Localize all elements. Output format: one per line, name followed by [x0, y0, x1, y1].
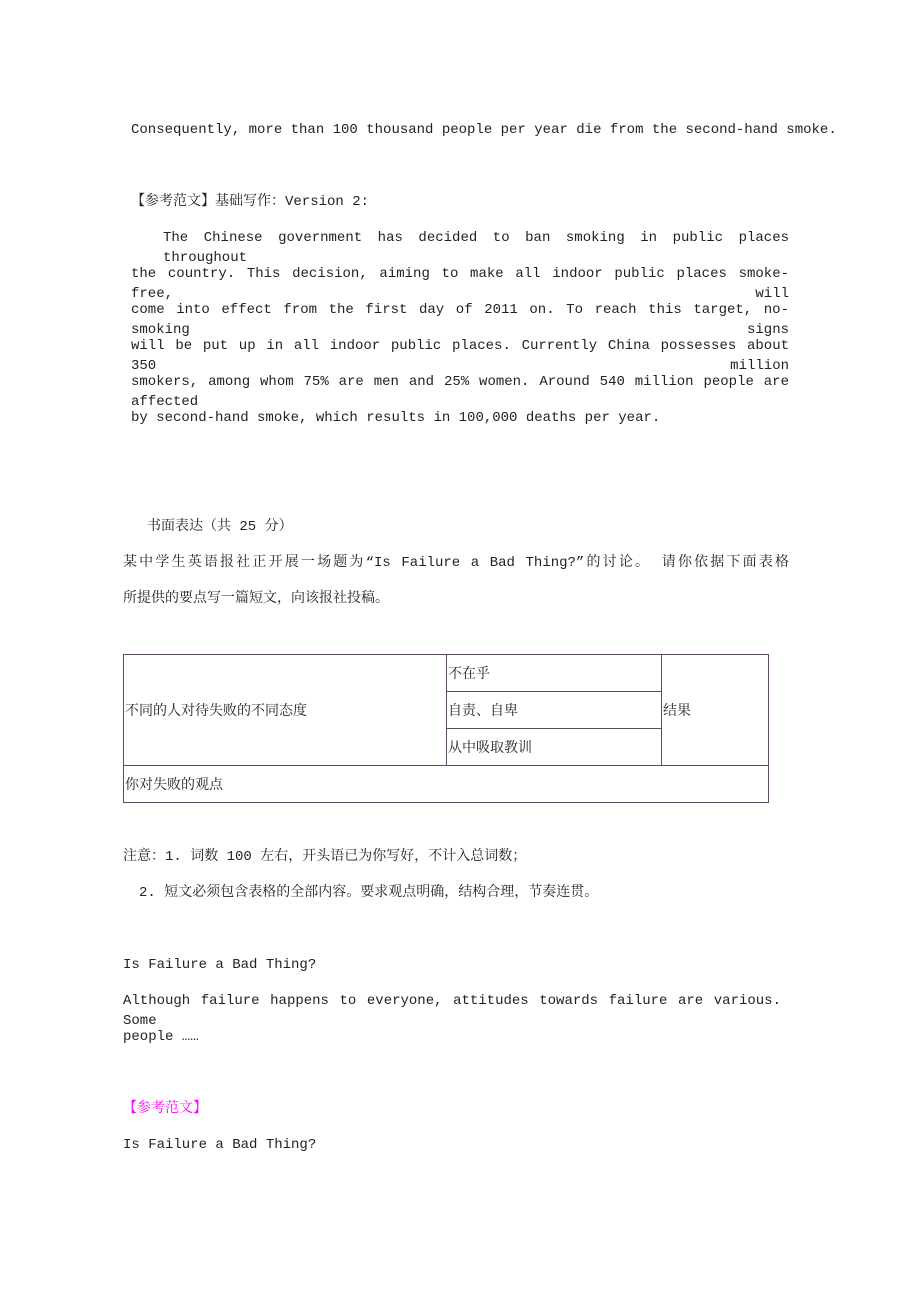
attitude-cell: 自责、自卑 — [447, 692, 662, 729]
reference-label: 【参考范文】 — [123, 1101, 207, 1117]
note-line: 2. 短文必须包含表格的全部内容。要求观点明确，结构合理，节奏连贯。 — [139, 885, 599, 901]
task-heading: 书面表达（共 25 分） — [147, 519, 293, 535]
paragraph-line: come into effect from the first day of 2011 on. To reach this target, no-smoking signs — [131, 302, 789, 338]
opinion-cell: 你对失败的观点 — [124, 766, 769, 803]
version2-heading: 【参考范文】基础写作：Version 2: — [131, 194, 370, 210]
result-cell: 结果 — [662, 655, 769, 766]
paragraph-line: by second-hand smoke, which results in 100,000 deaths per year. — [131, 410, 661, 426]
attitude-cell: 从中吸取教训 — [447, 729, 662, 766]
note-line: 注意：1. 词数 100 左右，开头语已为你写好，不计入总词数； — [123, 849, 527, 865]
reference-title: Is Failure a Bad Thing? — [123, 1137, 317, 1153]
paragraph-line: will be put up in all indoor public places. Currently China possesses about 350 million — [131, 338, 789, 374]
attitude-label-cell: 不同的人对待失败的不同态度 — [124, 655, 447, 766]
paragraph-line: The Chinese government has decided to ban smoking in public places throughout — [163, 230, 789, 266]
intro-line: Consequently, more than 100 thousand people per year die from the second-hand smoke. — [131, 122, 837, 138]
outline-table — [123, 654, 769, 803]
attitude-cell: 不在乎 — [447, 655, 662, 692]
paragraph-line: the country. This decision, aiming to make all indoor public places smoke-free, will — [131, 266, 789, 302]
paragraph-line: smokers, among whom 75% are men and 25% women. Around 540 million people are affected — [131, 374, 789, 410]
task-line: 某中学生英语报社正开展一场题为“Is Failure a Bad Thing?”的讨论。 请你依据下面表格 — [123, 555, 789, 571]
opening-line: Although failure happens to everyone, attitudes towards failure are various. Some — [123, 993, 781, 1029]
task-line: 所提供的要点写一篇短文，向该报社投稿。 — [123, 591, 389, 607]
essay-title: Is Failure a Bad Thing? — [123, 957, 317, 973]
opening-line: people …… — [123, 1029, 199, 1045]
